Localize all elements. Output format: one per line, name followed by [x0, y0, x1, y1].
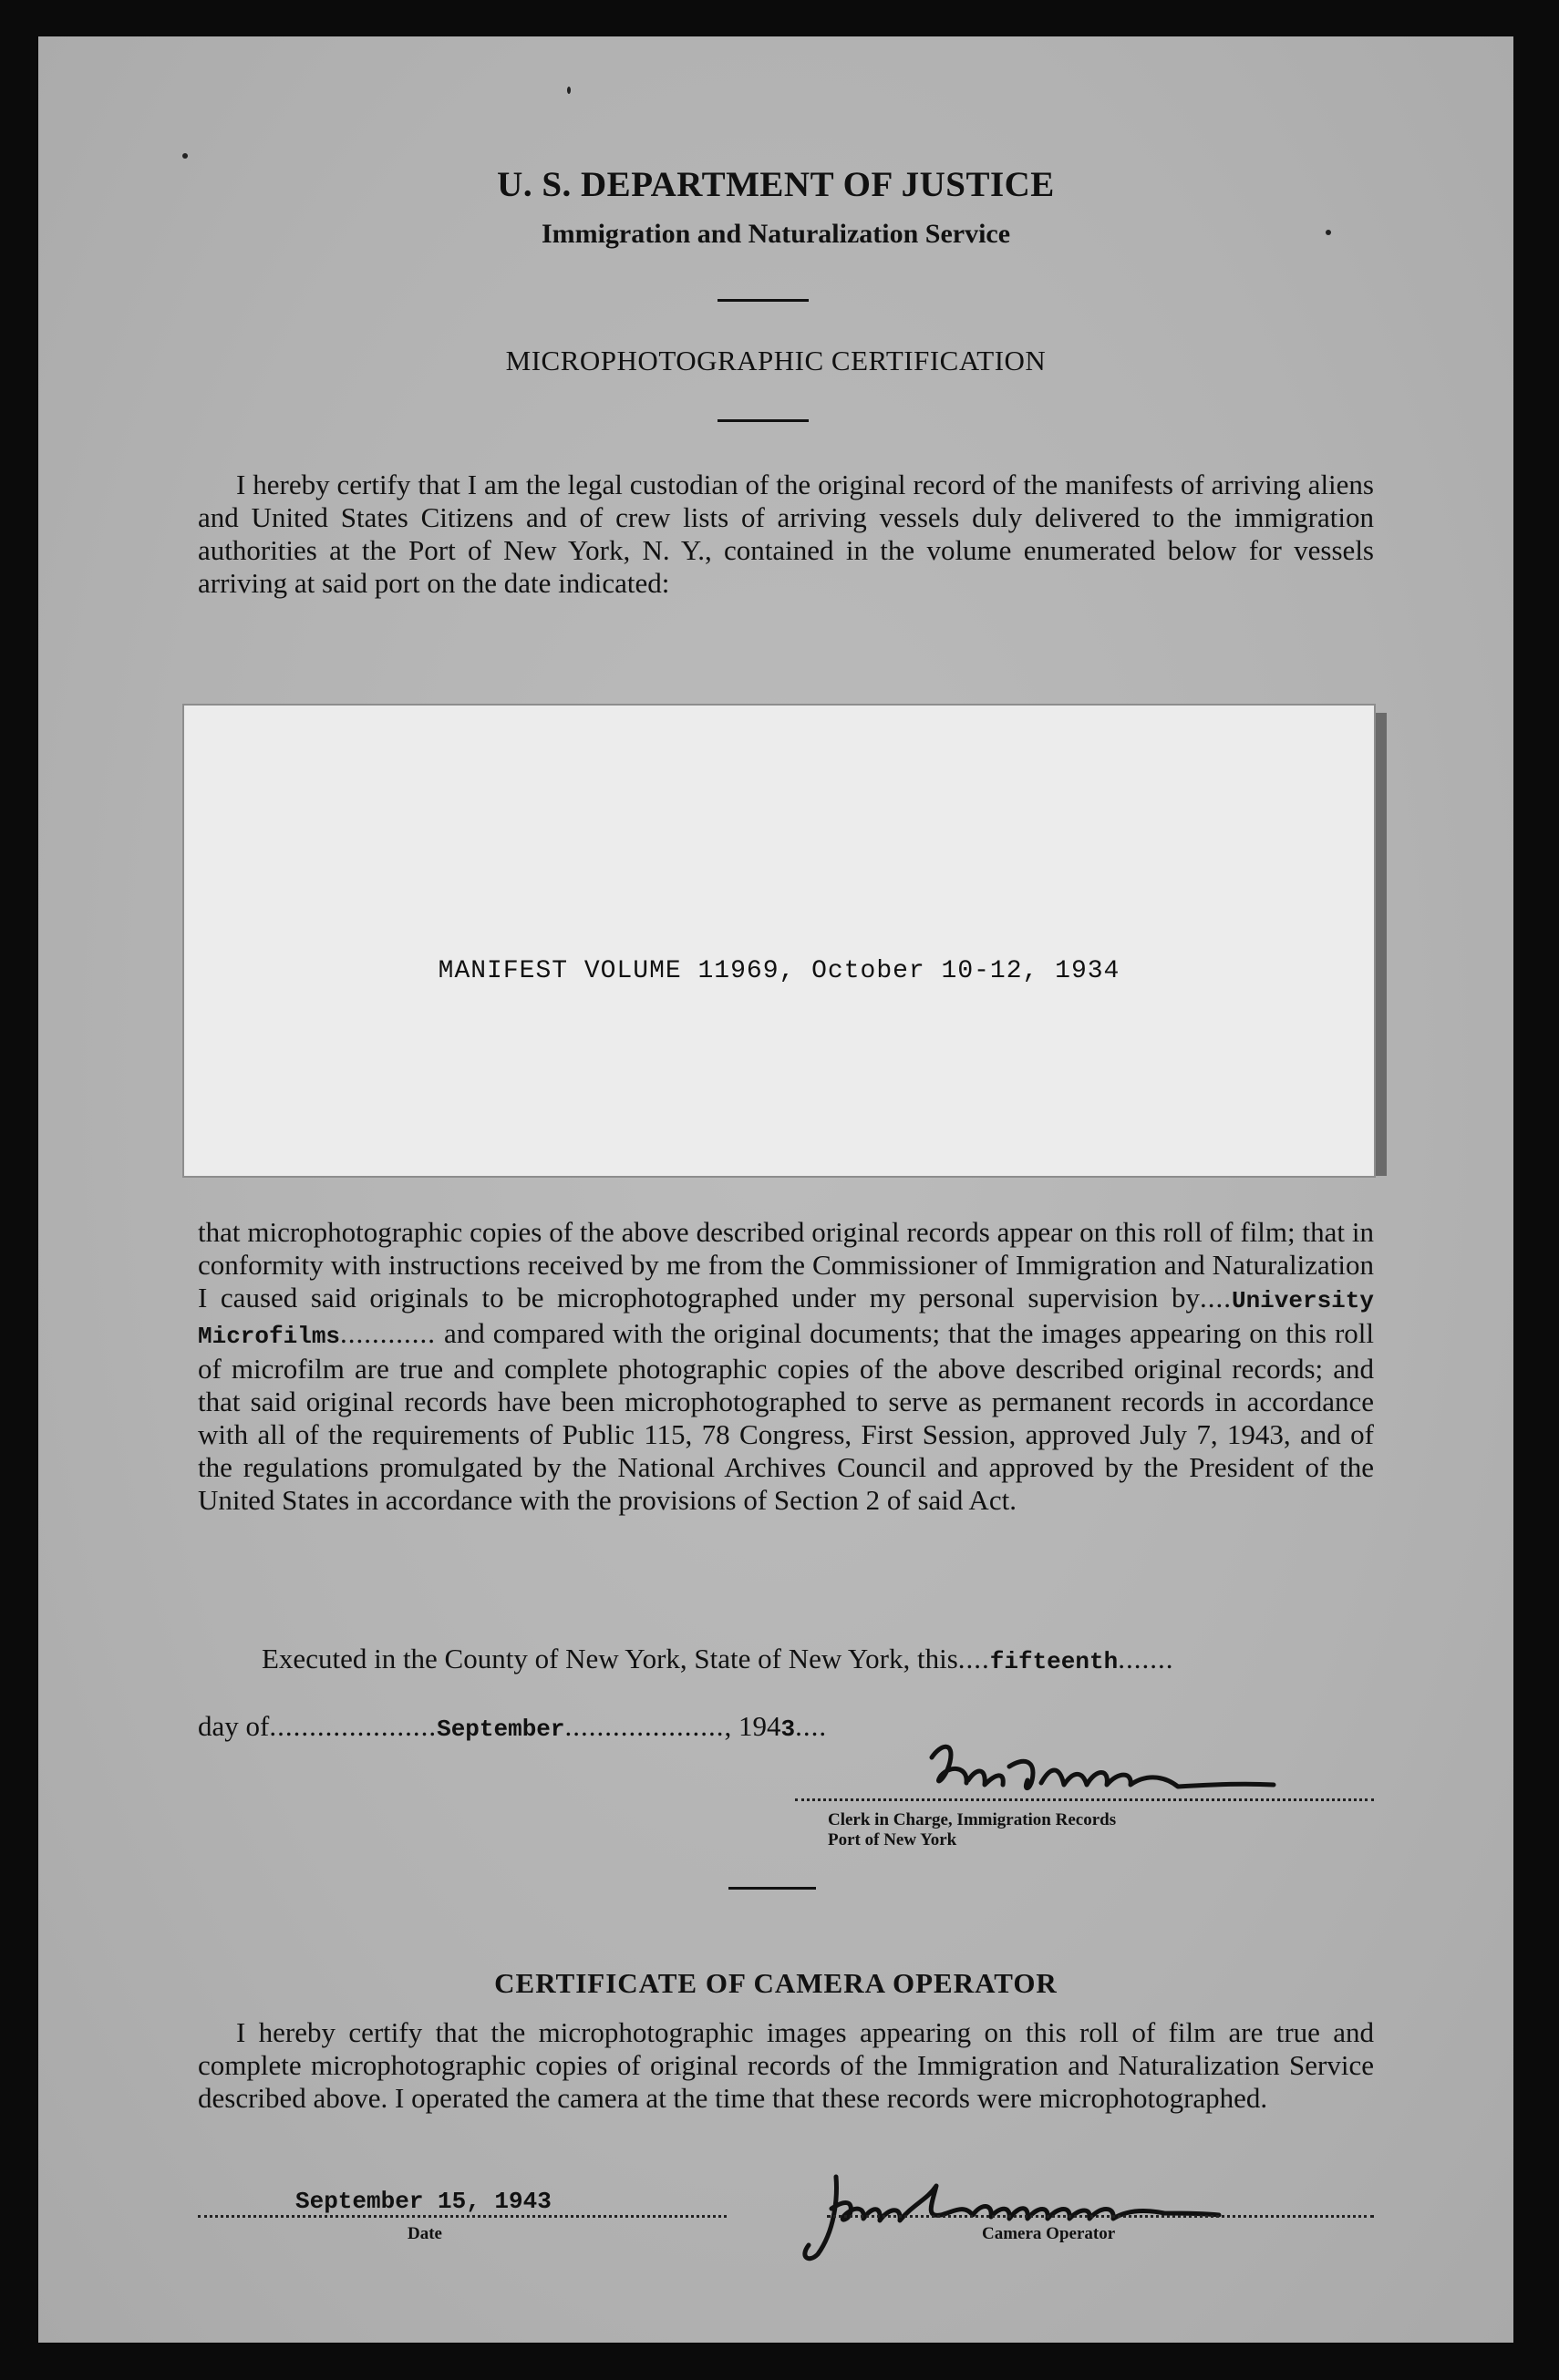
operator-label: Camera Operator [982, 2224, 1116, 2243]
manifest-volume: MANIFEST VOLUME 11969, October 10-12, 1934 [438, 957, 1120, 985]
certification-body [198, 1216, 1374, 1517]
microfilmer-name: University Microfilms [198, 1287, 1374, 1350]
year-suffix: 3 [780, 1715, 796, 1743]
speck-mark [1326, 230, 1331, 235]
certification-intro: I hereby certify that I am the legal custodian of the original record of the manifests of arriving aliens and United States Citizens and of crew lists of arriving vessels duly delivered to the immigration authorities at the Port of New York, N. Y., contained in the volume enumerated below for vessels arriving at said port on the date indicated: [198, 469, 1374, 599]
department-heading: U. S. DEPARTMENT OF JUSTICE [497, 165, 1055, 204]
clerk-title-line1: Clerk in Charge, Immigration Records [828, 1810, 1117, 1829]
date-label: Date [408, 2224, 442, 2243]
executed-month: September [437, 1715, 565, 1743]
date-line [198, 2215, 727, 2218]
body-after-text: and compared with the original documents; that the images appearing on this roll of microfilm are true and complete photographic copies of the above described original records; and that said original records have been microphotographed to serve as permanent records in accordance with all of the requirements of Public 115, 78 Congress, First Session, approved July 7, 1943, and of the regulations promulgated by the National Archives Council and approved by the President of the United States in accordance with the provisions of Section 2 of said Act. [198, 1317, 1374, 1516]
clerk-title-line2: Port of New York [828, 1830, 957, 1849]
divider [718, 299, 809, 302]
certificate-page [38, 36, 1513, 2343]
day-of-label: day of [198, 1710, 270, 1742]
service-subheading: Immigration and Naturalization Service [541, 219, 1011, 249]
dotted-leader: .... [1199, 1282, 1232, 1314]
speck-mark [182, 153, 188, 159]
year-prefix: , 194 [724, 1710, 781, 1742]
certification-title: MICROPHOTOGRAPHIC CERTIFICATION [505, 345, 1047, 376]
executed-day: fifteenth [989, 1648, 1119, 1675]
dotted-leader: .... [957, 1643, 990, 1674]
speck-mark [567, 87, 571, 94]
operator-date-value [295, 2182, 552, 2215]
executed-line [262, 1643, 1173, 1675]
operator-date: September 15, 1943 [295, 2188, 552, 2215]
executed-prefix: Executed in the County of New York, State of New York, this [262, 1643, 958, 1674]
operator-signature-line [827, 2215, 1374, 2218]
dotted-leader: .... [795, 1710, 828, 1742]
divider [718, 419, 809, 422]
divider [728, 1887, 816, 1890]
dotted-leader: ............ [340, 1317, 437, 1349]
camera-operator-text: I hereby certify that the microphotographic images appearing on this roll of film are true and complete microphotographic copies of original records of the Immigration and Naturalization Service described above. I operated the camera at the time that these records were microphotographed. [198, 2016, 1374, 2114]
clerk-signature-line [795, 1798, 1374, 1801]
operator-signature [781, 2149, 1237, 2268]
manifest-card [182, 704, 1376, 1178]
dotted-leader: .................... [564, 1710, 725, 1742]
body-before-text: that microphotographic copies of the above described original records appear on this roll of film; that in conformity with instructions received by me from the Commissioner of Immigration and Naturalization I caused said originals to be microphotographed under my personal supervision by [198, 1216, 1374, 1314]
month-line [198, 1710, 827, 1743]
dotted-leader: ..................... [269, 1710, 438, 1742]
camera-operator-title: CERTIFICATE OF CAMERA OPERATOR [494, 1967, 1058, 1999]
clerk-title [828, 1810, 1116, 1850]
dotted-leader: ....... [1118, 1643, 1174, 1674]
